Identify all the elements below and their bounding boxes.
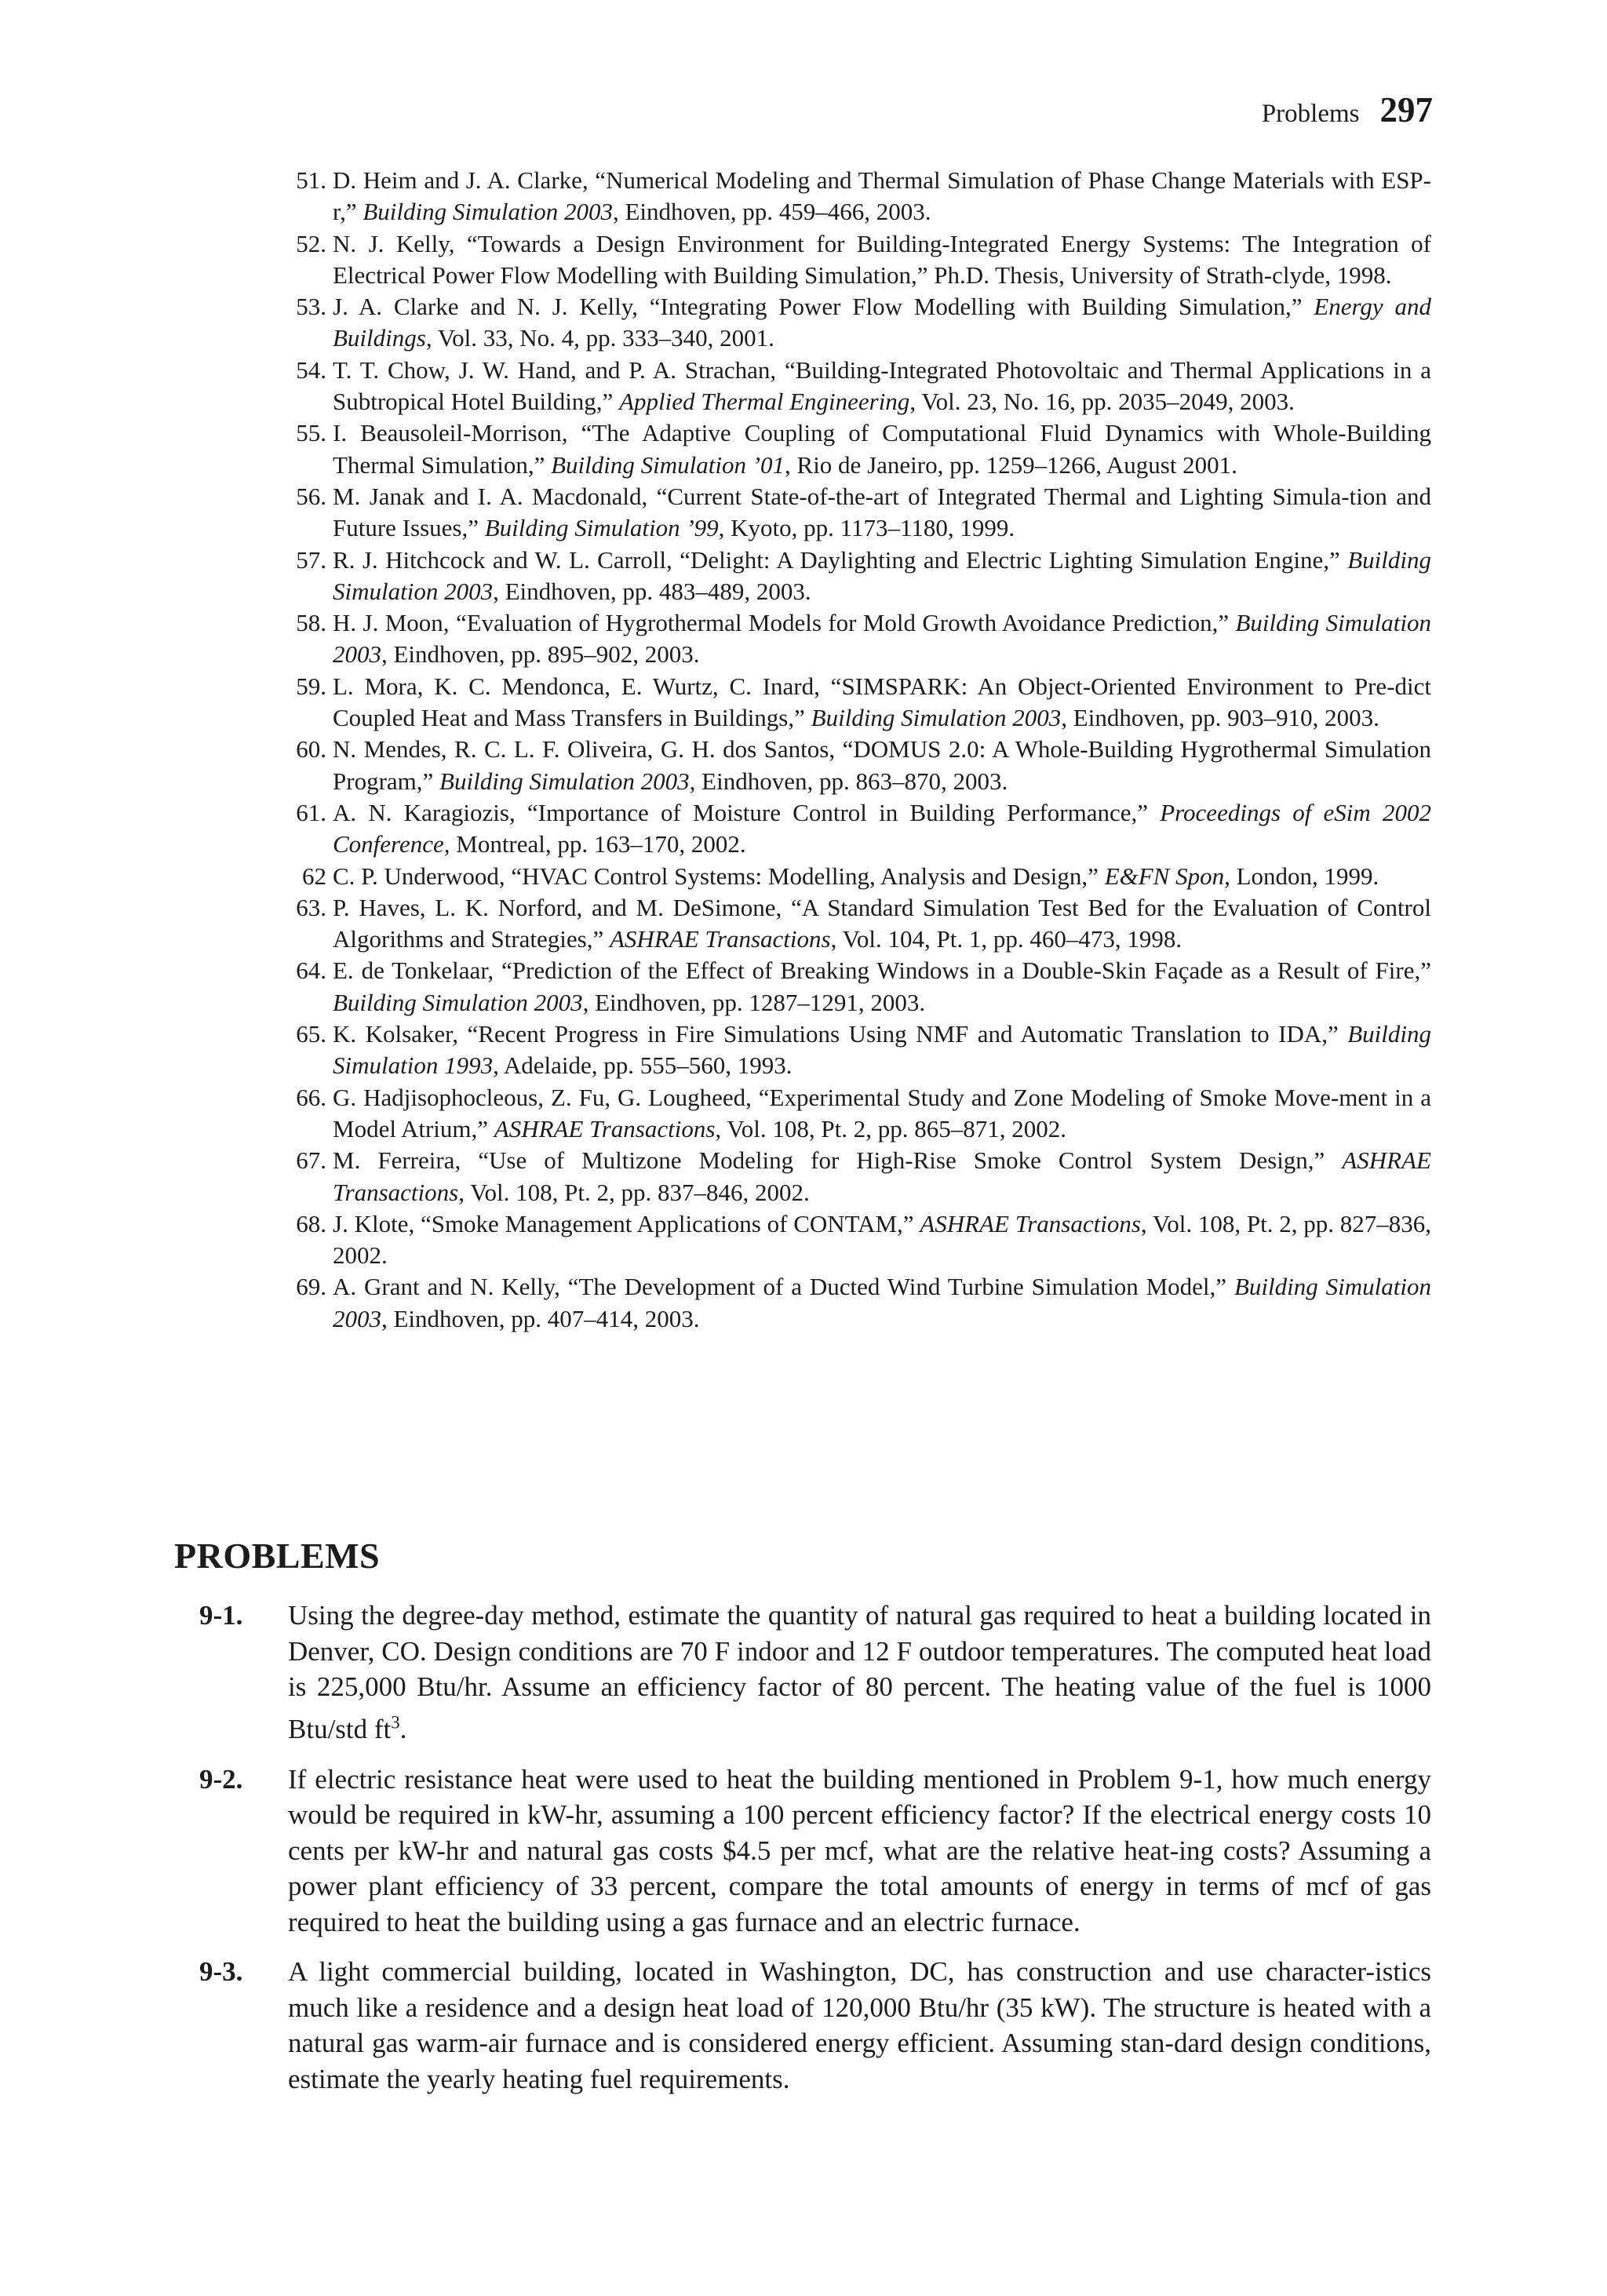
text-run: C. P. Underwood, “HVAC Control Systems: Modelling, Analysis and Design,”	[333, 862, 1105, 890]
reference-list	[290, 165, 1431, 1335]
reference-item-text	[333, 483, 1431, 541]
text-run: A. Grant and N. Kelly, “The Development of a Ducted Wind Turbine Simulation Model,”	[333, 1273, 1234, 1301]
reference-item-number: 63.	[296, 893, 326, 921]
reference-item-number: 52.	[296, 229, 326, 257]
reference-item-text	[333, 166, 1431, 225]
reference-item	[290, 291, 1431, 355]
reference-item-text	[333, 735, 1431, 794]
reference-item-text	[333, 230, 1431, 289]
italic-title: E&FN Spon,	[1104, 862, 1230, 890]
reference-item	[290, 797, 1431, 861]
problem-item-text	[288, 1764, 1431, 1937]
running-head: Problems	[1261, 100, 1360, 128]
reference-item-text	[333, 1084, 1431, 1143]
reference-item-number: 64.	[296, 957, 326, 985]
text-run: , Vol. 23, No. 16, pp. 2035–2049, 2003.	[909, 388, 1295, 416]
italic-title: ASHRAE Transactions	[920, 1209, 1141, 1237]
italic-title: ASHRAE Transactions	[333, 1146, 1431, 1206]
reference-item-text	[333, 1020, 1431, 1079]
reference-item-text	[333, 894, 1431, 953]
italic-title: ASHRAE Transactions	[494, 1114, 716, 1143]
text-run: Montreal, pp. 163–170, 2002.	[450, 830, 746, 858]
italic-title: Proceedings of eSim 2002 Conference,	[333, 798, 1431, 858]
reference-item-number: 55.	[296, 419, 326, 447]
text-run: M. Janak and I. A. Macdonald, “Current State-of-the-art of Integrated Thermal and Lighting Simula-tion and Future Issues,”	[333, 482, 1431, 542]
reference-item	[290, 1082, 1431, 1146]
reference-item	[290, 1019, 1431, 1082]
problem-item	[174, 1598, 1431, 1748]
italic-title: Building Simulation ’99	[484, 514, 719, 542]
text-run: J. A. Clarke and N. J. Kelly, “Integrating Power Flow Modelling with Building Simulation,”	[333, 293, 1314, 321]
problem-item-text	[288, 1600, 1431, 1744]
problem-item	[174, 1762, 1431, 1941]
text-run: A. N. Karagiozis, “Importance of Moisture Control in Building Performance,”	[333, 798, 1161, 826]
text-run: H. J. Moon, “Evaluation of Hygrothermal Models for Mold Growth Avoidance Prediction,”	[333, 609, 1236, 637]
text-run: A light commercial building, located in Washington, DC, has construction and use character-istics much like a residence and a design heat load of 120,000 Btu/hr (35 kW). The structure is heated with a natural gas warm-air furnace and is considered energy efficient. Assuming stan-dard design conditions, estimate the yearly heating fuel requirements.	[288, 1956, 1431, 2094]
text-run: , Vol. 108, Pt. 2, pp. 837–846, 2002.	[458, 1178, 810, 1206]
text-run: , Eindhoven, pp. 459–466, 2003.	[612, 198, 931, 226]
reference-item-text	[333, 862, 1379, 890]
italic-title: Building Simulation 2003	[363, 198, 613, 226]
reference-item	[290, 1145, 1431, 1208]
reference-item	[290, 734, 1431, 797]
reference-item-text	[333, 609, 1431, 668]
italic-title: Energy and Buildings	[333, 293, 1431, 352]
text-run: , Vol. 104, Pt. 1, pp. 460–473, 1998.	[830, 925, 1182, 953]
reference-item	[290, 1271, 1431, 1335]
text-run: , Eindhoven, pp. 1287–1291, 2003.	[582, 988, 926, 1016]
reference-item-number: 62	[302, 862, 326, 890]
text-run: T. T. Chow, J. W. Hand, and P. A. Strachan, “Building-Integrated Photovoltaic and Thermal Applications in a Subtropical Hotel Building,”	[333, 355, 1431, 416]
text-run: K. Kolsaker, “Recent Progress in Fire Simulations Using NMF and Automatic Translation to IDA,”	[333, 1020, 1348, 1048]
text-run: L. Mora, K. C. Mendonca, E. Wurtz, C. Inard, “SIMSPARK: An Object-Oriented Environment to Pre-dict Coupled Heat and Mass Transfers in Buildings,”	[333, 672, 1431, 732]
italic-title: Applied Thermal Engineering	[619, 388, 910, 416]
problems-heading: PROBLEMS	[174, 1536, 381, 1576]
reference-item-number: 69.	[296, 1273, 326, 1301]
italic-title: Building Simulation ’01	[551, 450, 785, 479]
reference-item-number: 56.	[296, 482, 326, 510]
italic-title: Building Simulation 2003	[333, 545, 1431, 605]
problem-item	[174, 1954, 1431, 2097]
text-run: D. Heim and J. A. Clarke, “Numerical Modeling and Thermal Simulation of Phase Change Materials with ESP-r,”	[333, 166, 1431, 226]
reference-item-text	[333, 419, 1431, 478]
text-run: P. Haves, L. K. Norford, and M. DeSimone, “A Standard Simulation Test Bed for the Evaluation of Control Algorithms and Strategies,”	[333, 893, 1431, 953]
italic-title: ASHRAE Transactions	[610, 925, 831, 953]
reference-item-number: 51.	[296, 166, 326, 194]
problem-list	[174, 1598, 1431, 2111]
reference-item-text	[333, 672, 1431, 731]
reference-item-text	[333, 293, 1431, 352]
problem-item-text	[288, 1956, 1431, 2094]
reference-item	[290, 355, 1431, 418]
text-run: J. Klote, “Smoke Management Applications of CONTAM,”	[333, 1209, 920, 1237]
reference-item-number: 53.	[296, 293, 326, 321]
reference-item	[290, 545, 1431, 608]
problem-item-number: 9-3.	[199, 1956, 243, 1988]
problem-item-number: 9-2.	[199, 1763, 243, 1795]
running-header	[1262, 89, 1433, 130]
reference-item-text	[333, 1273, 1431, 1332]
text-run: Using the degree-day method, estimate the quantity of natural gas required to heat a building located in Denver, CO. Design conditions are 70 F indoor and 12 F outdoor temperatures. The computed heat load is 225,000 Btu/hr. Assume an efficiency factor of 80 percent. The heating value of the fuel is 1000 Btu/std ft	[288, 1600, 1431, 1745]
reference-item-number: 54.	[296, 355, 326, 384]
reference-item-text	[333, 1146, 1431, 1205]
reference-item	[290, 1208, 1431, 1272]
page-number: 297	[1379, 90, 1433, 129]
text-run: , Vol. 33, No. 4, pp. 333–340, 2001.	[425, 324, 774, 352]
reference-item	[290, 671, 1431, 734]
text-run: .	[399, 1714, 407, 1745]
italic-title: Building Simulation 2003	[811, 704, 1062, 732]
reference-item-number: 66.	[296, 1083, 326, 1111]
reference-item	[290, 861, 1431, 892]
reference-item	[290, 165, 1431, 228]
reference-item	[290, 955, 1431, 1019]
reference-item-number: 67.	[296, 1146, 326, 1175]
reference-item-number: 59.	[296, 672, 326, 700]
text-run: , Eindhoven, pp. 407–414, 2003.	[381, 1304, 700, 1332]
text-run: , Eindhoven, pp. 895–902, 2003.	[381, 640, 700, 669]
italic-title: Building Simulation 2003	[333, 1273, 1431, 1332]
reference-item	[290, 481, 1431, 545]
italic-title: Building Simulation 2003	[439, 767, 690, 795]
italic-title: Building Simulation 2003	[333, 609, 1431, 669]
text-run: N. J. Kelly, “Towards a Design Environment for Building-Integrated Energy Systems: The Integration of Electrical Power Flow Modelling with Building Simulation,” Ph.D. Thesis, University of Strath-clyde, 1998.	[333, 229, 1431, 289]
italic-title: Building Simulation 1993	[333, 1020, 1431, 1080]
text-run: E. de Tonkelaar, “Prediction of the Effect of Breaking Windows in a Double-Skin Façade as a Result of Fire,”	[333, 957, 1431, 985]
text-run: , Vol. 108, Pt. 2, pp. 865–871, 2002.	[715, 1114, 1066, 1143]
text-run: G. Hadjisophocleous, Z. Fu, G. Lougheed, “Experimental Study and Zone Modeling of Smoke Move-ment in a Model Atrium,”	[333, 1083, 1431, 1143]
text-run: If electric resistance heat were used to heat the building mentioned in Problem 9-1, how much energy would be required in kW-hr, assuming a 100 percent efficiency factor? If the electrical energy costs 10 cents per kW-hr and natural gas costs $4.5 per mcf, what are the relative heat-ing costs? Assuming a power plant efficiency of 33 percent, compare the total amounts of energy in terms of mcf of gas required to heat the building using a gas furnace and an electric furnace.	[288, 1763, 1431, 1937]
text-run: , Eindhoven, pp. 903–910, 2003.	[1061, 704, 1379, 732]
text-run: N. Mendes, R. C. L. F. Oliveira, G. H. dos Santos, “DOMUS 2.0: A Whole-Building Hygrothermal Simulation Program,”	[333, 735, 1431, 795]
reference-item-number: 58.	[296, 609, 326, 637]
reference-item-text	[333, 957, 1431, 1015]
reference-item-text	[333, 799, 1431, 858]
reference-item	[290, 417, 1431, 481]
text-run: , Vol. 108, Pt. 2, pp. 827–836, 2002.	[333, 1209, 1431, 1270]
reference-item-number: 60.	[296, 735, 326, 764]
text-run: M. Ferreira, “Use of Multizone Modeling for High-Rise Smoke Control System Design,”	[333, 1146, 1343, 1175]
problem-item-number: 9-1.	[199, 1600, 243, 1631]
superscript: 3	[391, 1712, 400, 1733]
text-run: , Rio de Janeiro, pp. 1259–1266, August 2001.	[785, 450, 1237, 479]
text-run: , Kyoto, pp. 1173–1180, 1999.	[718, 514, 1015, 542]
reference-item-number: 57.	[296, 545, 326, 574]
reference-item	[290, 607, 1431, 671]
italic-title: Building Simulation 2003	[333, 988, 583, 1016]
reference-item	[290, 228, 1431, 292]
reference-item-text	[333, 356, 1431, 415]
text-run: , Adelaide, pp. 555–560, 1993.	[493, 1051, 793, 1080]
reference-item-text	[333, 546, 1431, 605]
reference-item-text	[333, 1210, 1431, 1269]
text-run: London, 1999.	[1230, 862, 1379, 890]
text-run: , Eindhoven, pp. 483–489, 2003.	[493, 577, 811, 605]
text-run: I. Beausoleil-Morrison, “The Adaptive Coupling of Computational Fluid Dynamics with Whole-Building Thermal Simulation,”	[333, 419, 1431, 479]
text-run: R. J. Hitchcock and W. L. Carroll, “Delight: A Daylighting and Electric Lighting Simulation Engine,”	[333, 545, 1348, 574]
reference-item	[290, 892, 1431, 956]
text-run: , Eindhoven, pp. 863–870, 2003.	[689, 767, 1008, 795]
reference-item-number: 68.	[296, 1209, 326, 1237]
reference-item-number: 61.	[296, 798, 326, 826]
reference-item-number: 65.	[296, 1020, 326, 1048]
